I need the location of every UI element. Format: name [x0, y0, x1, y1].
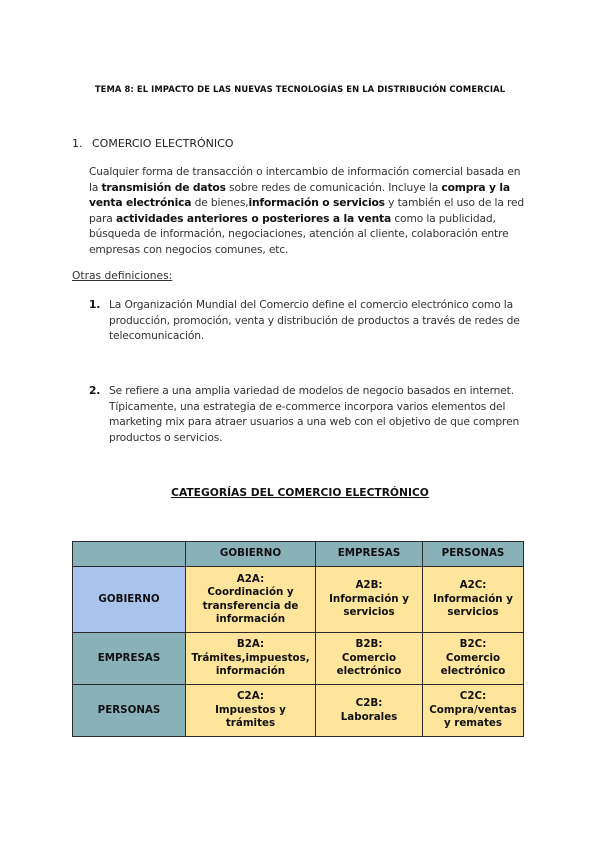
cell-code: B2C: [459, 638, 487, 651]
table-row [73, 567, 524, 633]
cell-code: C2C: [459, 690, 487, 703]
definition-text: La Organización Mundial del Comercio define el comercio electrónico como la producción, promoción, venta y distribución de productos a través de redes de telecomunicación. [109, 298, 520, 342]
table-cell [316, 567, 423, 633]
table-corner-cell [73, 542, 186, 567]
cell-code: B2B: [355, 638, 383, 651]
cell-code: A2C: [459, 579, 487, 592]
cell-description: Trámites,impuestos, información [191, 651, 310, 678]
definition-number: 1. [89, 298, 101, 311]
cell-description: Comercio electrónico [336, 651, 402, 678]
intro-text: sobre redes de comunicación. Incluye la [225, 180, 442, 194]
table-cell [186, 633, 316, 685]
categories-table [72, 541, 524, 737]
definition-text: Se refiere a una amplia variedad de modelos de negocio basados en internet. Típicamente, una estrategia de e-commerce incorpora varios elementos del marketing mix para atraer usuarios a una web con el objetivo de que compren productos o servicios. [109, 384, 520, 444]
section-heading [72, 137, 234, 150]
table-row [73, 685, 524, 737]
cell-code: A2A: [236, 572, 265, 585]
table-cell [186, 567, 316, 633]
intro-bold: compra y la venta electrónica [89, 180, 510, 209]
column-header: PERSONAS [423, 542, 524, 567]
document-title: TEMA 8: EL IMPACTO DE LAS NUEVAS TECNOLOGÍAS EN LA DISTRIBUCIÓN COMERCIAL [94, 84, 506, 94]
table-cell [423, 685, 524, 737]
table-cell [423, 567, 524, 633]
intro-text: Cualquier forma de transacción o intercambio de información comercial basada en la [89, 165, 521, 194]
definition-number: 2. [89, 384, 101, 397]
other-definitions-label: Otras definiciones: [72, 269, 173, 282]
intro-bold: información o servicios [248, 196, 385, 209]
column-header: GOBIERNO [186, 542, 316, 567]
cell-description: Laborales [340, 710, 398, 723]
table-cell [316, 633, 423, 685]
table-cell [186, 685, 316, 737]
intro-bold: actividades anteriores o posteriores a la venta [115, 211, 392, 225]
table-row [73, 633, 524, 685]
table-header-row [73, 542, 524, 567]
definition-item [89, 297, 529, 344]
definition-item [89, 383, 529, 445]
cell-description: Coordinación y transferencia de información [202, 586, 299, 625]
cell-description: Información y servicios [329, 592, 409, 619]
table-cell [423, 633, 524, 685]
cell-code: C2A: [237, 690, 264, 703]
row-header: GOBIERNO [73, 567, 186, 633]
cell-description: Comercio electrónico [440, 651, 506, 678]
cell-description: Información y servicios [433, 592, 513, 619]
section-title: COMERCIO ELECTRÓNICO [92, 137, 234, 150]
categories-title: CATEGORÍAS DEL COMERCIO ELECTRÓNICO [171, 486, 429, 499]
column-header: EMPRESAS [316, 542, 423, 567]
cell-code: A2B: [355, 579, 383, 592]
cell-code: C2B: [355, 697, 383, 709]
table-cell [316, 685, 423, 737]
intro-paragraph [89, 164, 529, 257]
cell-code: B2A: [236, 638, 265, 651]
row-header: PERSONAS [73, 685, 186, 737]
cell-description: Impuestos y trámites [215, 703, 286, 730]
cell-description: Compra/ventas y remates [429, 703, 517, 730]
section-number: 1. [72, 137, 83, 150]
intro-text: y también el uso de la red para [89, 196, 525, 225]
intro-bold: transmisión de datos [101, 180, 226, 194]
intro-text: de bienes, [191, 196, 249, 209]
intro-text: como la publicidad, búsqueda de información, negociaciones, atención al cliente, colaboración entre empresas con negocios comunes, etc. [89, 211, 509, 256]
row-header: EMPRESAS [73, 633, 186, 685]
